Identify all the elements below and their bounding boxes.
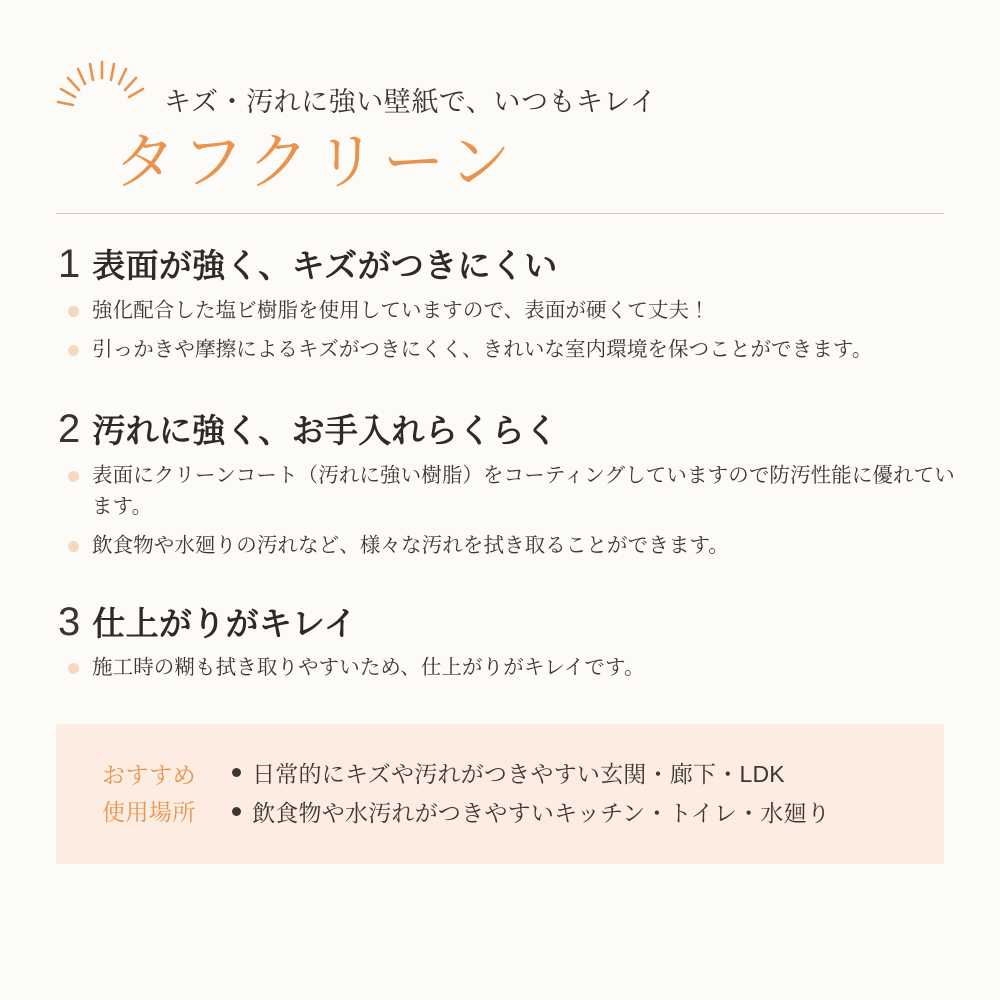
bullet-dot-icon <box>232 768 241 777</box>
list-item <box>92 334 956 366</box>
list-item-text: 飲食物や水汚れがつきやすいキッチン・トイレ・水廻り <box>252 799 831 826</box>
recommended-use-label-line2: 使用場所 <box>102 798 196 825</box>
list-item-text: 日常的にキズや汚れがつきやすい玄関・廊下・LDK <box>252 760 785 787</box>
feature-bullet-list <box>44 295 956 366</box>
recommended-use-items <box>232 759 830 829</box>
feature-title: 仕上がりがキレイ <box>92 604 357 642</box>
feature-title: 表面が強く、キズがつきにくい <box>92 247 558 285</box>
feature-number: 3 <box>58 599 81 644</box>
kicker-row <box>56 56 944 122</box>
header <box>0 0 1000 197</box>
recommended-use-label-line1: おすすめ <box>102 762 197 789</box>
spacer <box>44 375 956 409</box>
recommended-use-label <box>102 757 196 831</box>
list-item <box>92 460 956 524</box>
bullet-dot-icon <box>68 541 79 552</box>
bullet-dot-icon <box>68 663 79 674</box>
feature-title: 汚れに強く、お手入れらくらく <box>92 412 559 450</box>
list-item-text: 飲食物や水廻りの汚れなど、様々な汚れを拭き取ることができます。 <box>92 534 730 558</box>
bullet-dot-icon <box>68 306 79 317</box>
feature-number: 1 <box>58 242 81 287</box>
list-item <box>232 798 830 829</box>
list-item <box>92 652 956 684</box>
bullet-dot-icon <box>68 345 79 356</box>
page-title: タフクリーン <box>114 128 517 197</box>
bullet-dot-icon <box>232 807 241 816</box>
feature-section <box>44 599 956 684</box>
list-item-text: 表面にクリーンコート（汚れに強い樹脂）をコーティングしていますので防汚性能に優れています。 <box>92 463 955 519</box>
spacer <box>44 572 956 602</box>
kicker-text: キズ・汚れに強い壁紙で、いつもキレイ <box>164 87 658 117</box>
list-item <box>92 530 956 562</box>
bullet-dot-icon <box>68 471 79 482</box>
feature-bullet-list <box>44 652 956 684</box>
feature-section <box>44 409 956 562</box>
recommended-use-box <box>56 724 944 864</box>
feature-section <box>44 244 956 365</box>
list-item-text: 引っかきや摩擦によるキズがつきにくく、きれいな室内環境を保つことができます。 <box>92 337 873 361</box>
content <box>0 214 1000 683</box>
feature-number: 2 <box>58 407 81 452</box>
feature-heading <box>58 599 956 644</box>
list-item <box>92 295 956 327</box>
sunburst-icon <box>56 60 148 122</box>
feature-heading <box>58 242 956 287</box>
feature-heading <box>58 407 956 452</box>
feature-bullet-list <box>44 460 956 562</box>
list-item-text: 施工時の糊も拭き取りやすいため、仕上がりがキレイです。 <box>92 656 645 680</box>
list-item <box>232 759 830 790</box>
list-item-text: 強化配合した塩ビ樹脂を使用していますので、表面が硬くて丈夫！ <box>92 298 710 322</box>
